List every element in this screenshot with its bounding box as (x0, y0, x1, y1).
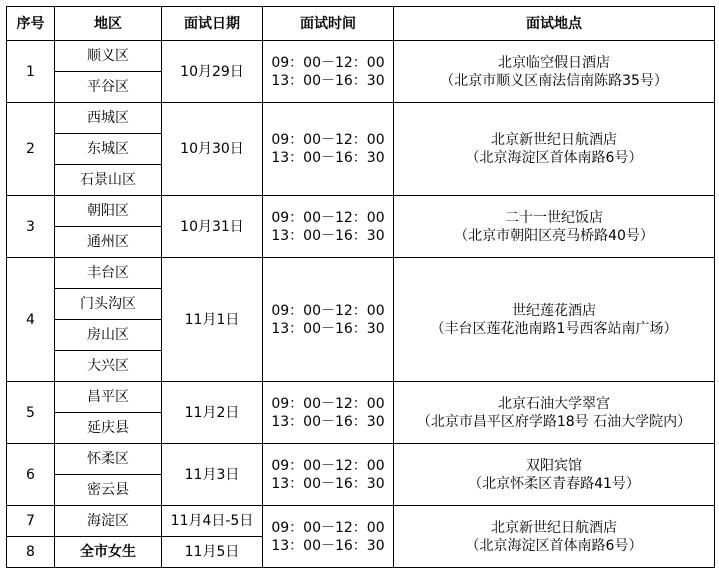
table-row (7, 41, 715, 72)
time-afternoon: 13：00－16：30 (271, 320, 385, 337)
venue-name: 北京新世纪日航酒店 (491, 519, 617, 536)
venue-name: 北京新世纪日航酒店 (491, 132, 617, 148)
location-cell (394, 41, 715, 103)
header-date: 面试日期 (162, 7, 263, 41)
location-cell (394, 103, 715, 196)
time-cell (263, 506, 394, 568)
date-cell: 10月31日 (162, 196, 263, 258)
time-cell (263, 41, 394, 103)
venue-name: 双阳宾馆 (526, 457, 582, 474)
row-number: 4 (7, 258, 55, 382)
date-cell: 11月1日 (162, 258, 263, 382)
row-number: 8 (7, 537, 55, 568)
time-afternoon: 13：00－16：30 (271, 475, 385, 492)
row-number: 5 (7, 382, 55, 444)
time-afternoon: 13：00－16：30 (271, 227, 385, 244)
interview-schedule-table (6, 6, 715, 568)
time-afternoon: 13：00－16：30 (271, 413, 385, 430)
time-morning: 09：00－12：00 (271, 54, 385, 71)
time-morning: 09：00－12：00 (271, 209, 385, 226)
date-cell: 11月4日-5日 (162, 506, 263, 537)
district-cell: 顺义区 (55, 41, 162, 72)
venue-address: （北京海淀区首体南路6号） (465, 150, 643, 166)
venue-address: （北京怀柔区青春路41号） (468, 475, 640, 492)
district-cell: 怀柔区 (55, 444, 162, 475)
district-cell: 全市女生 (55, 537, 162, 568)
table-row (7, 382, 715, 413)
table-row (7, 103, 715, 134)
district-cell: 丰台区 (55, 258, 162, 289)
venue-address: （丰台区莲花池南路1号西客站南广场） (430, 320, 678, 337)
time-morning: 09：00－12：00 (271, 519, 385, 536)
venue-name: 二十一世纪饭店 (505, 209, 603, 226)
venue-address: （北京市顺义区南法信南陈路35号） (440, 72, 668, 89)
row-number: 3 (7, 196, 55, 258)
location-cell (394, 196, 715, 258)
district-cell: 朝阳区 (55, 196, 162, 227)
header-district: 地区 (55, 7, 162, 41)
row-number: 2 (7, 103, 55, 196)
location-cell (394, 258, 715, 382)
table-row (7, 506, 715, 537)
date-cell: 10月29日 (162, 41, 263, 103)
venue-address: （北京海淀区首体南路6号） (465, 537, 643, 554)
time-cell (263, 258, 394, 382)
time-cell (263, 103, 394, 196)
district-cell: 房山区 (55, 320, 162, 351)
time-afternoon: 13：00－16：30 (271, 537, 385, 554)
venue-name: 北京石油大学翠宫 (498, 395, 610, 412)
table-row (7, 444, 715, 475)
time-morning: 09：00－12：00 (271, 302, 385, 319)
district-cell: 昌平区 (55, 382, 162, 413)
district-cell: 海淀区 (55, 506, 162, 537)
venue-address: （北京市朝阳区亮马桥路40号） (454, 227, 654, 244)
location-cell (394, 444, 715, 506)
venue-address: （北京市昌平区府学路18号 石油大学院内） (416, 413, 692, 430)
header-location: 面试地点 (394, 7, 715, 41)
location-cell (394, 382, 715, 444)
district-cell: 石景山区 (55, 165, 162, 196)
time-morning: 09：00－12：00 (271, 132, 385, 148)
district-cell: 延庆县 (55, 413, 162, 444)
district-cell: 东城区 (55, 134, 162, 165)
district-cell: 通州区 (55, 227, 162, 258)
header-no: 序号 (7, 7, 55, 41)
location-cell (394, 506, 715, 568)
time-cell (263, 444, 394, 506)
venue-name: 北京临空假日酒店 (498, 54, 610, 71)
date-cell: 11月3日 (162, 444, 263, 506)
time-morning: 09：00－12：00 (271, 395, 385, 412)
date-cell: 10月30日 (162, 103, 263, 196)
time-morning: 09：00－12：00 (271, 457, 385, 474)
district-cell: 大兴区 (55, 351, 162, 382)
date-cell: 11月5日 (162, 537, 263, 568)
time-cell (263, 196, 394, 258)
header-time: 面试时间 (263, 7, 394, 41)
date-cell: 11月2日 (162, 382, 263, 444)
table-row (7, 196, 715, 227)
row-number: 6 (7, 444, 55, 506)
row-number: 1 (7, 41, 55, 103)
venue-name: 世纪莲花酒店 (512, 302, 596, 319)
time-afternoon: 13：00－16：30 (271, 150, 385, 166)
row-number: 7 (7, 506, 55, 537)
district-cell: 门头沟区 (55, 289, 162, 320)
header-row (7, 7, 715, 41)
district-cell: 密云县 (55, 475, 162, 506)
time-afternoon: 13：00－16：30 (271, 72, 385, 89)
district-cell: 平谷区 (55, 72, 162, 103)
time-cell (263, 382, 394, 444)
district-cell: 西城区 (55, 103, 162, 134)
table-row (7, 258, 715, 289)
